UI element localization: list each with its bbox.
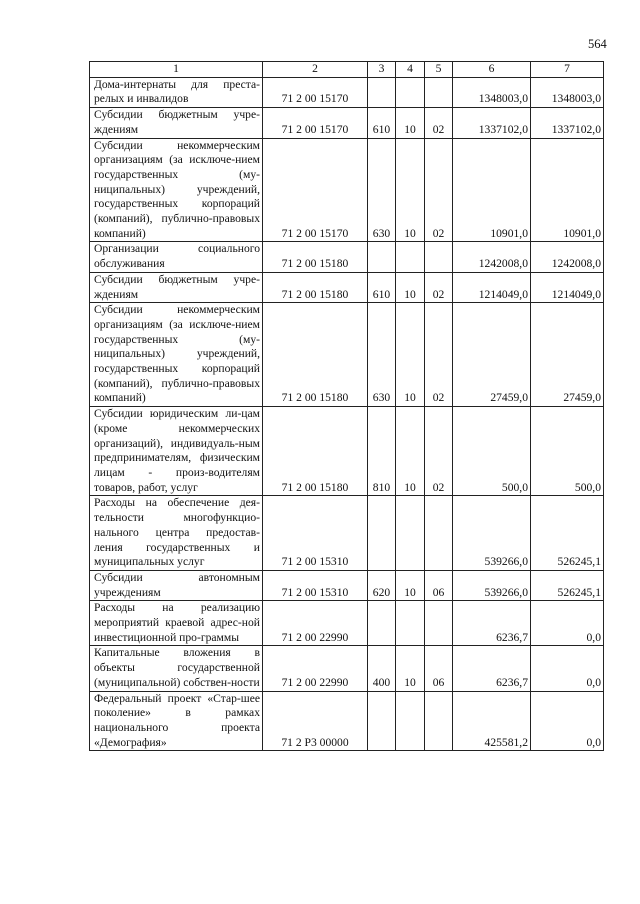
table-row [90,108,604,138]
row-col3-cell: 810 [368,407,396,496]
column-header: 3 [368,62,396,78]
row-name-cell: Субсидии бюджетным учре-ждениям [90,108,263,138]
row-col4-cell [396,77,425,107]
row-col3-cell [368,77,396,107]
table-row [90,570,604,600]
row-code-cell: 71 2 00 15170 [263,138,368,242]
row-col7-cell: 1337102,0 [531,108,604,138]
row-col5-cell [425,691,453,751]
table-row [90,138,604,242]
row-col4-cell: 10 [396,646,425,691]
column-header: 4 [396,62,425,78]
table-row [90,77,604,107]
table-header-row [90,62,604,78]
table-row [90,303,604,407]
row-col3-cell [368,691,396,751]
row-col6-cell: 27459,0 [453,303,531,407]
column-header: 6 [453,62,531,78]
row-col6-cell: 1242008,0 [453,242,531,272]
row-col4-cell: 10 [396,272,425,302]
row-col5-cell: 02 [425,303,453,407]
row-col5-cell: 02 [425,272,453,302]
row-col3-cell [368,601,396,646]
row-col3-cell: 620 [368,570,396,600]
row-col4-cell [396,242,425,272]
row-name-cell: Дома-интернаты для преста-релых и инвалидов [90,77,263,107]
row-col6-cell: 1337102,0 [453,108,531,138]
table-row [90,242,604,272]
row-col7-cell: 1242008,0 [531,242,604,272]
table-row [90,601,604,646]
row-name-cell: Субсидии бюджетным учре-ждениям [90,272,263,302]
row-col7-cell: 0,0 [531,691,604,751]
row-name-cell: Субсидии юридическим ли-цам (кроме некоммерческих организаций), индивидуаль-ным предпринимателям, физическим лицам - произ-водителям товаров, работ, услуг [90,407,263,496]
row-name-cell: Субсидии автономным учреждениям [90,570,263,600]
column-header: 2 [263,62,368,78]
row-col7-cell: 0,0 [531,601,604,646]
row-name-cell: Капитальные вложения в объекты государственной (муниципальной) собствен-ности [90,646,263,691]
row-name-cell: Субсидии некоммерческим организациям (за исключе-нием государственных (му-ниципальных) учреждений, государственных корпораций (компаний), публично-правовых компаний) [90,303,263,407]
column-header: 5 [425,62,453,78]
row-col5-cell [425,242,453,272]
row-code-cell: 71 2 00 15180 [263,303,368,407]
row-code-cell: 71 2 00 15170 [263,108,368,138]
row-col6-cell: 539266,0 [453,496,531,571]
row-col3-cell: 610 [368,272,396,302]
row-code-cell: 71 2 00 15310 [263,570,368,600]
row-col6-cell: 10901,0 [453,138,531,242]
row-col4-cell: 10 [396,108,425,138]
row-col6-cell: 539266,0 [453,570,531,600]
row-code-cell: 71 2 00 15310 [263,496,368,571]
row-col5-cell [425,496,453,571]
row-col4-cell [396,496,425,571]
row-col6-cell: 6236,7 [453,601,531,646]
row-col4-cell: 10 [396,407,425,496]
row-col5-cell [425,601,453,646]
row-col4-cell: 10 [396,570,425,600]
table-row [90,272,604,302]
row-col7-cell: 526245,1 [531,570,604,600]
row-col4-cell: 10 [396,303,425,407]
row-col7-cell: 0,0 [531,646,604,691]
row-col6-cell: 1348003,0 [453,77,531,107]
row-col3-cell: 400 [368,646,396,691]
budget-table [89,61,604,751]
row-col3-cell: 630 [368,138,396,242]
row-code-cell: 71 2 00 22990 [263,601,368,646]
table-row [90,646,604,691]
page-number: 564 [588,37,607,51]
row-col3-cell: 610 [368,108,396,138]
row-code-cell: 71 2 00 15180 [263,407,368,496]
row-col3-cell [368,242,396,272]
table-row [90,496,604,571]
row-col7-cell: 1214049,0 [531,272,604,302]
row-col6-cell: 500,0 [453,407,531,496]
row-code-cell: 71 2 00 22990 [263,646,368,691]
row-col5-cell: 02 [425,108,453,138]
row-col7-cell: 1348003,0 [531,77,604,107]
table-row [90,691,604,751]
row-col4-cell: 10 [396,138,425,242]
row-col6-cell: 425581,2 [453,691,531,751]
row-col5-cell: 06 [425,646,453,691]
row-col4-cell [396,601,425,646]
row-col3-cell [368,496,396,571]
row-col3-cell: 630 [368,303,396,407]
row-col4-cell [396,691,425,751]
column-header: 1 [90,62,263,78]
row-col7-cell: 500,0 [531,407,604,496]
row-name-cell: Федеральный проект «Стар-шее поколение» в рамках национального проекта «Демография» [90,691,263,751]
row-code-cell: 71 2 P3 00000 [263,691,368,751]
row-col5-cell: 02 [425,407,453,496]
row-name-cell: Расходы на обеспечение дея-тельности многофункцио-нального центра предостав-ления государственных и муниципальных услуг [90,496,263,571]
row-code-cell: 71 2 00 15170 [263,77,368,107]
row-col7-cell: 10901,0 [531,138,604,242]
row-col5-cell: 06 [425,570,453,600]
row-col5-cell: 02 [425,138,453,242]
row-col6-cell: 6236,7 [453,646,531,691]
row-code-cell: 71 2 00 15180 [263,242,368,272]
row-col7-cell: 526245,1 [531,496,604,571]
row-col6-cell: 1214049,0 [453,272,531,302]
row-name-cell: Расходы на реализацию мероприятий краевой адрес-ной инвестиционной про-граммы [90,601,263,646]
row-name-cell: Субсидии некоммерческим организациям (за исключе-нием государственных (му-ниципальных) учреждений, государственных корпораций (компаний), публично-правовых компаний) [90,138,263,242]
row-col7-cell: 27459,0 [531,303,604,407]
table-row [90,407,604,496]
row-col5-cell [425,77,453,107]
row-name-cell: Организации социального обслуживания [90,242,263,272]
row-code-cell: 71 2 00 15180 [263,272,368,302]
column-header: 7 [531,62,604,78]
